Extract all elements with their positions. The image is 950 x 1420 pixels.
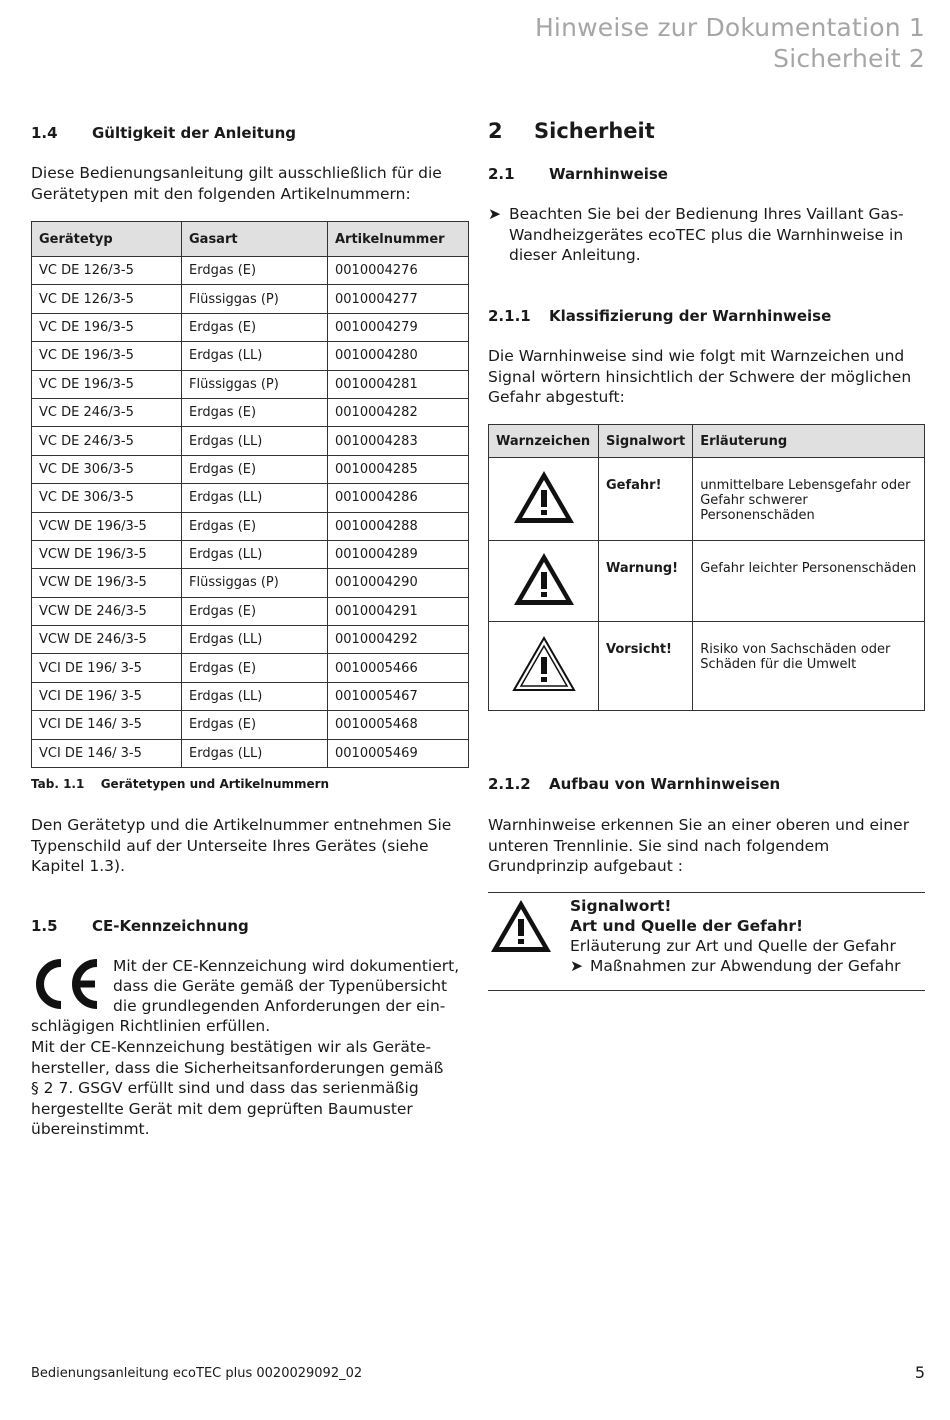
section-title: Gültigkeit der Anleitung: [92, 124, 297, 142]
device-type-cell: VC DE 126/3-5: [32, 285, 182, 313]
article-number-cell: 0010005469: [328, 739, 469, 767]
article-number-cell: 0010004288: [328, 512, 469, 540]
article-number-cell: 0010004280: [328, 342, 469, 370]
device-type-cell: VC DE 196/3-5: [32, 342, 182, 370]
section-2-1-2-intro: Warnhinweise erkennen Sie an einer oberen und einer unteren Trennlinie. Sie sind nach folgendem Grundprinzip aufgebaut :: [488, 816, 910, 875]
gas-type-cell: Flüssiggas (P): [182, 370, 328, 398]
gas-type-cell: Erdgas (LL): [182, 427, 328, 455]
table-row: [32, 455, 469, 483]
gas-type-cell: Flüssiggas (P): [182, 569, 328, 597]
example-measure: Maßnahmen zur Abwendung der Gefahr: [590, 957, 901, 975]
gas-type-cell: Erdgas (E): [182, 313, 328, 341]
page-number: 5: [914, 1363, 925, 1382]
gas-type-cell: Erdgas (E): [182, 512, 328, 540]
table-row: [489, 458, 925, 541]
section-number: 2.1: [488, 165, 515, 183]
article-number-cell: 0010004277: [328, 285, 469, 313]
article-number-cell: 0010005468: [328, 711, 469, 739]
example-source: Art und Quelle der Gefahr!: [570, 917, 804, 935]
warning-table: [488, 424, 925, 711]
section-number: 2: [488, 119, 503, 143]
upper-divider: [488, 892, 925, 893]
gas-type-cell: Erdgas (LL): [182, 484, 328, 512]
ce-text-line-2: dass die Geräte gemäß der Typenübersicht: [113, 977, 448, 995]
explanation: unmittelbare Lebensgefahr oder Gefahr schwerer Personenschäden: [693, 458, 925, 541]
table-row: [32, 427, 469, 455]
article-number-cell: 0010004292: [328, 626, 469, 654]
table-row: [32, 285, 469, 313]
gas-type-cell: Erdgas (LL): [182, 682, 328, 710]
section-title: Klassifizierung der Warnhinweise: [549, 307, 832, 325]
section-number: 2.1.1: [488, 307, 531, 325]
caption-text: Gerätetypen und Artikelnummern: [100, 777, 330, 791]
section-2-1-1-intro: Die Warnhinweise sind wie folgt mit Warnzeichen und Signal wörtern hinsichtlich der Schwere der möglichen Gefahr abgestuft:: [488, 347, 912, 406]
warnzeichen-cell: [489, 622, 599, 711]
table-row: [32, 512, 469, 540]
running-header: [535, 12, 925, 74]
table-row: [32, 597, 469, 625]
table-row: [32, 682, 469, 710]
table-row: [489, 541, 925, 622]
gas-type-cell: Erdgas (LL): [182, 540, 328, 568]
gas-type-cell: Erdgas (E): [182, 597, 328, 625]
gas-type-cell: Erdgas (E): [182, 654, 328, 682]
table-row: [32, 257, 469, 285]
article-number-cell: 0010004281: [328, 370, 469, 398]
table-caption: [31, 777, 329, 791]
section-2-1-bullet: Beachten Sie bei der Bedienung Ihres Vaillant Gas-Wandheizgerätes ecoTEC plus die Warnhinweise in dieser Anleitung.: [509, 205, 904, 264]
table-row: [32, 540, 469, 568]
example-signal-word: Signalwort!: [570, 897, 672, 915]
table-row: [32, 711, 469, 739]
table-header-cell: Gerätetyp: [32, 222, 182, 257]
warning-triangle-outline-icon: [511, 635, 577, 693]
gas-type-cell: Erdgas (LL): [182, 739, 328, 767]
section-1-4-intro: Diese Bedienungsanleitung gilt ausschließlich für die Gerätetypen mit den folgenden Artikelnummern:: [31, 164, 442, 203]
article-number-cell: 0010004285: [328, 455, 469, 483]
signal-word: Gefahr!: [599, 458, 693, 541]
ce-text-line-3: die grundlegenden Anforderungen der ein-: [113, 997, 446, 1015]
caption-number: Tab. 1.1: [31, 777, 85, 791]
table-row: [32, 342, 469, 370]
table-row: [32, 398, 469, 426]
footer-text: Bedienungsanleitung ecoTEC plus 0020029092_02: [31, 1366, 363, 1381]
table-header-row: [32, 222, 469, 257]
gas-type-cell: Erdgas (E): [182, 711, 328, 739]
table-row: [32, 626, 469, 654]
gas-type-cell: Erdgas (E): [182, 398, 328, 426]
header-line-1: Hinweise zur Dokumentation 1: [534, 13, 925, 42]
device-type-cell: VC DE 306/3-5: [32, 484, 182, 512]
device-type-cell: VCW DE 246/3-5: [32, 626, 182, 654]
table-row: [32, 654, 469, 682]
article-number-cell: 0010004282: [328, 398, 469, 426]
article-number-cell: 0010005467: [328, 682, 469, 710]
section-number: 1.4: [31, 124, 58, 142]
table-row: [489, 622, 925, 711]
signal-word: Warnung!: [599, 541, 693, 622]
signal-word: Vorsicht!: [599, 622, 693, 711]
article-number-cell: 0010004276: [328, 257, 469, 285]
gas-type-cell: Erdgas (E): [182, 257, 328, 285]
section-title: Sicherheit: [534, 119, 655, 143]
article-number-cell: 0010004279: [328, 313, 469, 341]
table-row: [32, 484, 469, 512]
device-type-cell: VC DE 196/3-5: [32, 313, 182, 341]
section-number: 1.5: [31, 917, 58, 935]
section-number: 2.1.2: [488, 775, 531, 793]
section-2-heading: [488, 119, 655, 143]
device-type-cell: VCW DE 196/3-5: [32, 512, 182, 540]
table-row: [32, 313, 469, 341]
device-type-cell: VCW DE 196/3-5: [32, 569, 182, 597]
article-number-cell: 0010004289: [328, 540, 469, 568]
arrow-right-icon: ➤: [570, 957, 583, 975]
device-type-cell: VC DE 126/3-5: [32, 257, 182, 285]
table-header-cell: Erläuterung: [693, 425, 925, 458]
warning-triangle-icon: [511, 468, 577, 526]
gas-type-cell: Erdgas (LL): [182, 626, 328, 654]
device-type-cell: VCW DE 246/3-5: [32, 597, 182, 625]
device-table: [31, 221, 469, 768]
ce-text-line-4: schlägigen Richtlinien erfüllen.: [31, 1017, 271, 1035]
section-title: Aufbau von Warnhinweisen: [549, 775, 781, 793]
article-number-cell: 0010004290: [328, 569, 469, 597]
device-type-cell: VCI DE 146/ 3-5: [32, 711, 182, 739]
ce-text-line-1: Mit der CE-Kennzeichung wird dokumentiert,: [113, 957, 460, 975]
ce-paragraph-2: Mit der CE-Kennzeichung bestätigen wir als Geräte-hersteller, dass die Sicherheitsanforderungen gemäß § 2 7. GSGV erfüllt sind und dass das serienmäßig hergestellte Gerät mit dem geprüften Baumuster übereinstimmt.: [31, 1038, 444, 1138]
table-header-cell: Gasart: [182, 222, 328, 257]
bullet-arrow-icon: ➤: [488, 205, 501, 223]
article-number-cell: 0010004286: [328, 484, 469, 512]
article-number-cell: 0010004283: [328, 427, 469, 455]
device-type-cell: VCW DE 196/3-5: [32, 540, 182, 568]
article-number-cell: 0010005466: [328, 654, 469, 682]
device-type-cell: VC DE 246/3-5: [32, 398, 182, 426]
warnzeichen-cell: [489, 458, 599, 541]
gas-type-cell: Flüssiggas (P): [182, 285, 328, 313]
warning-triangle-icon: [511, 550, 577, 608]
explanation: Gefahr leichter Personenschäden: [693, 541, 925, 622]
device-type-cell: VCI DE 146/ 3-5: [32, 739, 182, 767]
explanation: Risiko von Sachschäden oder Schäden für die Umwelt: [693, 622, 925, 711]
example-explanation: Erläuterung zur Art und Quelle der Gefahr: [570, 937, 896, 955]
gas-type-cell: Erdgas (E): [182, 455, 328, 483]
lower-divider: [488, 990, 925, 991]
article-number-cell: 0010004291: [328, 597, 469, 625]
gas-type-cell: Erdgas (LL): [182, 342, 328, 370]
ce-logo-icon: [31, 958, 101, 1010]
table-header-cell: Warnzeichen: [489, 425, 599, 458]
warning-triangle-icon: [488, 897, 554, 955]
table-header-row: [489, 425, 925, 458]
table-header-cell: Signalwort: [599, 425, 693, 458]
table-header-cell: Artikelnummer: [328, 222, 469, 257]
header-line-2: Sicherheit 2: [773, 44, 925, 73]
table-row: [32, 569, 469, 597]
device-type-cell: VCI DE 196/ 3-5: [32, 682, 182, 710]
table-row: [32, 739, 469, 767]
device-type-cell: VC DE 196/3-5: [32, 370, 182, 398]
device-type-cell: VCI DE 196/ 3-5: [32, 654, 182, 682]
section-title: CE-Kennzeichnung: [92, 917, 249, 935]
section-1-4-after: Den Gerätetyp und die Artikelnummer entnehmen Sie Typenschild auf der Unterseite Ihres Gerätes (siehe Kapitel 1.3).: [31, 816, 452, 875]
warnzeichen-cell: [489, 541, 599, 622]
device-type-cell: VC DE 306/3-5: [32, 455, 182, 483]
table-row: [32, 370, 469, 398]
section-title: Warnhinweise: [549, 165, 668, 183]
device-type-cell: VC DE 246/3-5: [32, 427, 182, 455]
